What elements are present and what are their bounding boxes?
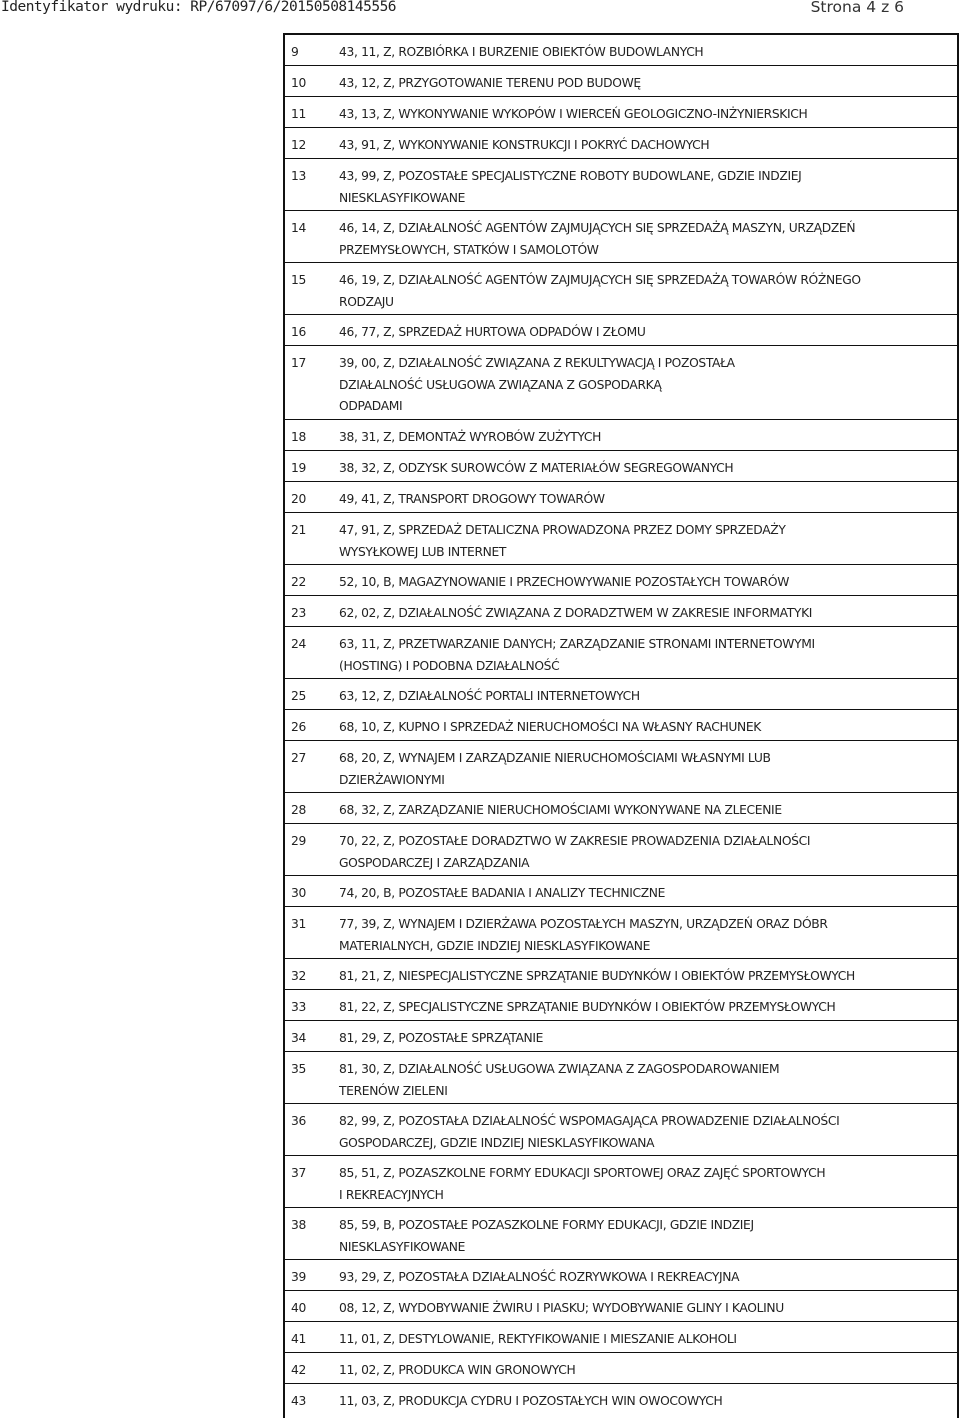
table-row [285, 1104, 957, 1156]
row-activity: 63, 12, Z, DZIAŁALNOŚĆ PORTALI INTERNETOWYCH [339, 689, 640, 703]
table-row [285, 596, 957, 627]
table-row [285, 741, 957, 793]
row-activity: 11, 02, Z, PRODUKCA WIN GRONOWYCH [339, 1363, 576, 1377]
row-number: 27 [291, 751, 306, 765]
row-number: 24 [291, 637, 306, 651]
row-number: 11 [291, 107, 306, 121]
row-number: 20 [291, 492, 306, 506]
table-row [285, 907, 957, 959]
row-activity: 81, 30, Z, DZIAŁALNOŚĆ USŁUGOWA ZWIĄZANA Z ZAGOSPODAROWANIEM TERENÓW ZIELENI [339, 1062, 780, 1098]
row-activity: 52, 10, B, MAGAZYNOWANIE I PRZECHOWYWANIE POZOSTAŁYCH TOWARÓW [339, 575, 790, 589]
row-activity: 11, 01, Z, DESTYLOWANIE, REKTYFIKOWANIE I MIESZANIE ALKOHOLI [339, 1332, 737, 1346]
table-row [285, 1208, 957, 1260]
table-row [285, 66, 957, 97]
row-number: 26 [291, 720, 306, 734]
row-activity: 81, 22, Z, SPECJALISTYCZNE SPRZĄTANIE BUDYNKÓW I OBIEKTÓW PRZEMYSŁOWYCH [339, 1000, 836, 1014]
row-activity: 62, 02, Z, DZIAŁALNOŚĆ ZWIĄZANA Z DORADZTWEM W ZAKRESIE INFORMATYKI [339, 606, 813, 620]
page-number: Strona 4 z 6 [810, 0, 904, 16]
row-activity: 46, 19, Z, DZIAŁALNOŚĆ AGENTÓW ZAJMUJĄCYCH SIĘ SPRZEDAŻĄ TOWARÓW RÓŻNEGO RODZAJU [339, 273, 861, 309]
row-number: 33 [291, 1000, 306, 1014]
row-activity: 46, 14, Z, DZIAŁALNOŚĆ AGENTÓW ZAJMUJĄCYCH SIĘ SPRZEDAŻĄ MASZYN, URZĄDZEŃ PRZEMYSŁOWYCH, STATKÓW I SAMOLOTÓW [339, 221, 856, 257]
row-number: 29 [291, 834, 306, 848]
table-row [285, 1291, 957, 1322]
row-number: 25 [291, 689, 306, 703]
row-activity: 43, 12, Z, PRZYGOTOWANIE TERENU POD BUDOWĘ [339, 76, 641, 90]
table-row [285, 451, 957, 482]
row-activity: 47, 91, Z, SPRZEDAŻ DETALICZNA PROWADZONA PRZEZ DOMY SPRZEDAŻY WYSYŁKOWEJ LUB INTERNET [339, 523, 786, 559]
row-number: 42 [291, 1363, 306, 1377]
table-row [285, 482, 957, 513]
row-activity: 49, 41, Z, TRANSPORT DROGOWY TOWARÓW [339, 492, 605, 506]
table-row [285, 1384, 957, 1415]
print-identifier: Identyfikator wydruku: RP/67097/6/20150508145556 [1, 0, 397, 15]
table-row [285, 1021, 957, 1052]
row-activity: 82, 99, Z, POZOSTAŁA DZIAŁALNOŚĆ WSPOMAGAJĄCA PROWADZENIE DZIAŁALNOŚCI GOSPODARCZEJ, GDZIE INDZIEJ NIESKLASYFIKOWANA [339, 1114, 840, 1150]
row-activity: 08, 12, Z, WYDOBYWANIE ŻWIRU I PIASKU; WYDOBYWANIE GLINY I KAOLINU [339, 1301, 784, 1315]
row-activity: 11, 03, Z, PRODUKCJA CYDRU I POZOSTAŁYCH WIN OWOCOWYCH [339, 1394, 723, 1408]
row-number: 40 [291, 1301, 306, 1315]
row-activity: 46, 77, Z, SPRZEDAŻ HURTOWA ODPADÓW I ZŁOMU [339, 325, 646, 339]
table-row [285, 346, 957, 420]
row-number: 36 [291, 1114, 306, 1128]
row-number: 19 [291, 461, 306, 475]
table-row [285, 1260, 957, 1291]
row-number: 13 [291, 169, 306, 183]
row-activity: 43, 99, Z, POZOSTAŁE SPECJALISTYCZNE ROBOTY BUDOWLANE, GDZIE INDZIEJ NIESKLASYFIKOWANE [339, 169, 802, 205]
table-row [285, 793, 957, 824]
row-number: 22 [291, 575, 306, 589]
row-number: 35 [291, 1062, 306, 1076]
row-number: 32 [291, 969, 306, 983]
row-activity: 68, 20, Z, WYNAJEM I ZARZĄDZANIE NIERUCHOMOŚCIAMI WŁASNYMI LUB DZIERŻAWIONYMI [339, 751, 771, 787]
row-activity: 43, 13, Z, WYKONYWANIE WYKOPÓW I WIERCEŃ GEOLOGICZNO-INŻYNIERSKICH [339, 107, 808, 121]
row-activity: 43, 91, Z, WYKONYWANIE KONSTRUKCJI I POKRYĆ DACHOWYCH [339, 138, 710, 152]
row-number: 12 [291, 138, 306, 152]
row-activity: 63, 11, Z, PRZETWARZANIE DANYCH; ZARZĄDZANIE STRONAMI INTERNETOWYMI (HOSTING) I PODOBNA DZIAŁALNOŚĆ [339, 637, 815, 673]
table-row [285, 1353, 957, 1384]
table-row [285, 1052, 957, 1104]
row-number: 21 [291, 523, 306, 537]
row-number: 10 [291, 76, 306, 90]
row-activity: 39, 00, Z, DZIAŁALNOŚĆ ZWIĄZANA Z REKULTYWACJĄ I POZOSTAŁA DZIAŁALNOŚĆ USŁUGOWA ZWIĄZANA Z GOSPODARKĄ ODPADAMI [339, 356, 735, 413]
row-activity: 68, 10, Z, KUPNO I SPRZEDAŻ NIERUCHOMOŚCI NA WŁASNY RACHUNEK [339, 720, 762, 734]
table-row [285, 876, 957, 907]
row-number: 15 [291, 273, 306, 287]
table-row [285, 97, 957, 128]
table-row [285, 128, 957, 159]
row-number: 14 [291, 221, 306, 235]
row-number: 31 [291, 917, 306, 931]
row-number: 16 [291, 325, 306, 339]
row-number: 18 [291, 430, 306, 444]
table-row [285, 420, 957, 451]
table-row [285, 959, 957, 990]
row-activity: 68, 32, Z, ZARZĄDZANIE NIERUCHOMOŚCIAMI WYKONYWANE NA ZLECENIE [339, 803, 782, 817]
table-row [285, 679, 957, 710]
row-activity: 43, 11, Z, ROZBIÓRKA I BURZENIE OBIEKTÓW BUDOWLANYCH [339, 45, 704, 59]
row-number: 34 [291, 1031, 306, 1045]
row-activity: 77, 39, Z, WYNAJEM I DZIERŻAWA POZOSTAŁYCH MASZYN, URZĄDZEŃ ORAZ DÓBR MATERIALNYCH, GDZIE INDZIEJ NIESKLASYFIKOWANE [339, 917, 828, 953]
row-number: 28 [291, 803, 306, 817]
row-activity: 81, 29, Z, POZOSTAŁE SPRZĄTANIE [339, 1031, 544, 1045]
row-number: 9 [291, 45, 299, 59]
row-number: 37 [291, 1166, 306, 1180]
table-row [285, 710, 957, 741]
table-row [285, 627, 957, 679]
table-row [285, 211, 957, 263]
row-number: 30 [291, 886, 306, 900]
table-row [285, 315, 957, 346]
row-activity: 74, 20, B, POZOSTAŁE BADANIA I ANALIZY TECHNICZNE [339, 886, 666, 900]
row-activity: 85, 51, Z, POZASZKOLNE FORMY EDUKACJI SPORTOWEJ ORAZ ZAJĘĆ SPORTOWYCH I REKREACYJNYCH [339, 1166, 826, 1202]
row-activity: 85, 59, B, POZOSTAŁE POZASZKOLNE FORMY EDUKACJI, GDZIE INDZIEJ NIESKLASYFIKOWANE [339, 1218, 754, 1254]
table-row [285, 1156, 957, 1208]
row-activity: 38, 32, Z, ODZYSK SUROWCÓW Z MATERIAŁÓW SEGREGOWANYCH [339, 461, 734, 475]
table-row [285, 263, 957, 315]
table-row [285, 35, 957, 66]
table-row [285, 159, 957, 211]
row-number: 41 [291, 1332, 306, 1346]
row-activity: 38, 31, Z, DEMONTAŻ WYROBÓW ZUŻYTYCH [339, 430, 602, 444]
row-activity: 93, 29, Z, POZOSTAŁA DZIAŁALNOŚĆ ROZRYWKOWA I REKREACYJNA [339, 1270, 740, 1284]
print-header [0, 0, 960, 20]
row-number: 23 [291, 606, 306, 620]
row-number: 17 [291, 356, 306, 370]
row-number: 39 [291, 1270, 306, 1284]
table-row [285, 1322, 957, 1353]
row-number: 43 [291, 1394, 306, 1408]
row-activity: 70, 22, Z, POZOSTAŁE DORADZTWO W ZAKRESIE PROWADZENIA DZIAŁALNOŚCI GOSPODARCZEJ I ZARZĄDZANIA [339, 834, 811, 870]
pkd-table [283, 33, 959, 1418]
table-row [285, 824, 957, 876]
row-number: 38 [291, 1218, 306, 1232]
table-row [285, 513, 957, 565]
row-activity: 81, 21, Z, NIESPECJALISTYCZNE SPRZĄTANIE BUDYNKÓW I OBIEKTÓW PRZEMYSŁOWYCH [339, 969, 855, 983]
table-row [285, 990, 957, 1021]
table-row [285, 565, 957, 596]
